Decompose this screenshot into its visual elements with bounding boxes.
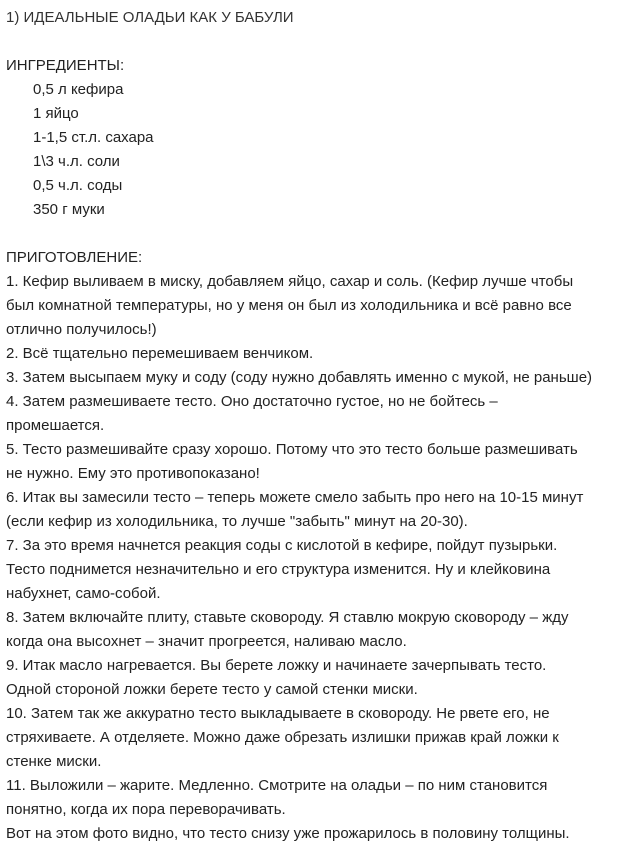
ingredients-section <box>6 57 620 225</box>
step-line: был комнатной температуры, но у меня он был из холодильника и всё равно все <box>6 297 572 314</box>
step-line: 2. Всё тщательно перемешиваем венчиком. <box>6 345 314 362</box>
step-line: 3. Затем высыпаем муку и соду (соду нужно добавлять именно с мукой, не раньше) <box>6 369 593 386</box>
ingredient-item: 1\3 ч.л. соли <box>33 153 120 170</box>
step-line: 8. Затем включайте плиту, ставьте сковороду. Я ставлю мокрую сковороду – жду <box>6 609 569 626</box>
step-line: 6. Итак вы замесили тесто – теперь можете смело забыть про него на 10-15 минут <box>6 489 584 506</box>
ingredient-item: 1-1,5 ст.л. сахара <box>33 129 154 146</box>
ingredients-heading: ИНГРЕДИЕНТЫ: <box>6 57 125 74</box>
step-line: промешается. <box>6 417 105 434</box>
step-line: 1. Кефир выливаем в миску, добавляем яйцо, сахар и соль. (Кефир лучше чтобы <box>6 273 574 290</box>
preparation-heading: ПРИГОТОВЛЕНИЕ: <box>6 249 143 266</box>
step-line: набухнет, само-собой. <box>6 585 161 602</box>
step-line: Вот на этом фото видно, что тесто снизу уже прожарилось в половину толщины. <box>6 825 570 842</box>
ingredient-item: 0,5 л кефира <box>33 81 124 98</box>
step-line: 4. Затем размешиваете тесто. Оно достаточно густое, но не бойтесь – <box>6 393 498 410</box>
ingredient-item: 350 г муки <box>33 201 105 218</box>
step-line: 9. Итак масло нагревается. Вы берете ложку и начинаете зачерпывать тесто. <box>6 657 547 674</box>
step-line: не нужно. Ему это противопоказано! <box>6 465 260 482</box>
ingredient-item: 0,5 ч.л. соды <box>33 177 123 194</box>
step-line: стряхиваете. А отделяете. Можно даже обрезать излишки прижав край ложки к <box>6 729 559 746</box>
step-line: Тесто поднимется незначительно и его структура изменится. Ну и клейковина <box>6 561 551 578</box>
step-line: (если кефир из холодильника, то лучше "забыть" минут на 20-30). <box>6 513 468 530</box>
blank-line <box>6 225 620 249</box>
step-line: 10. Затем так же аккуратно тесто выкладываете в сковороду. Не рвете его, не <box>6 705 550 722</box>
step-line: Одной стороной ложки берете тесто у самой стенки миски. <box>6 681 418 698</box>
step-line: 5. Тесто размешивайте сразу хорошо. Потому что это тесто больше размешивать <box>6 441 578 458</box>
ingredient-item: 1 яйцо <box>33 105 79 122</box>
step-line: понятно, когда их пора переворачивать. <box>6 801 286 818</box>
step-line: 7. За это время начнется реакция соды с кислотой в кефире, пойдут пузырьки. <box>6 537 558 554</box>
blank-line <box>6 33 620 57</box>
step-line: 11. Выложили – жарите. Медленно. Смотрите на оладьи – по ним становится <box>6 777 548 794</box>
step-line: стенке миски. <box>6 753 102 770</box>
step-line: когда она высохнет – значит прогреется, наливаю масло. <box>6 633 407 650</box>
recipe-title: 1) ИДЕАЛЬНЫЕ ОЛАДЬИ КАК У БАБУЛИ <box>6 9 294 26</box>
preparation-section <box>6 249 620 849</box>
step-line: отлично получилось!) <box>6 321 157 338</box>
